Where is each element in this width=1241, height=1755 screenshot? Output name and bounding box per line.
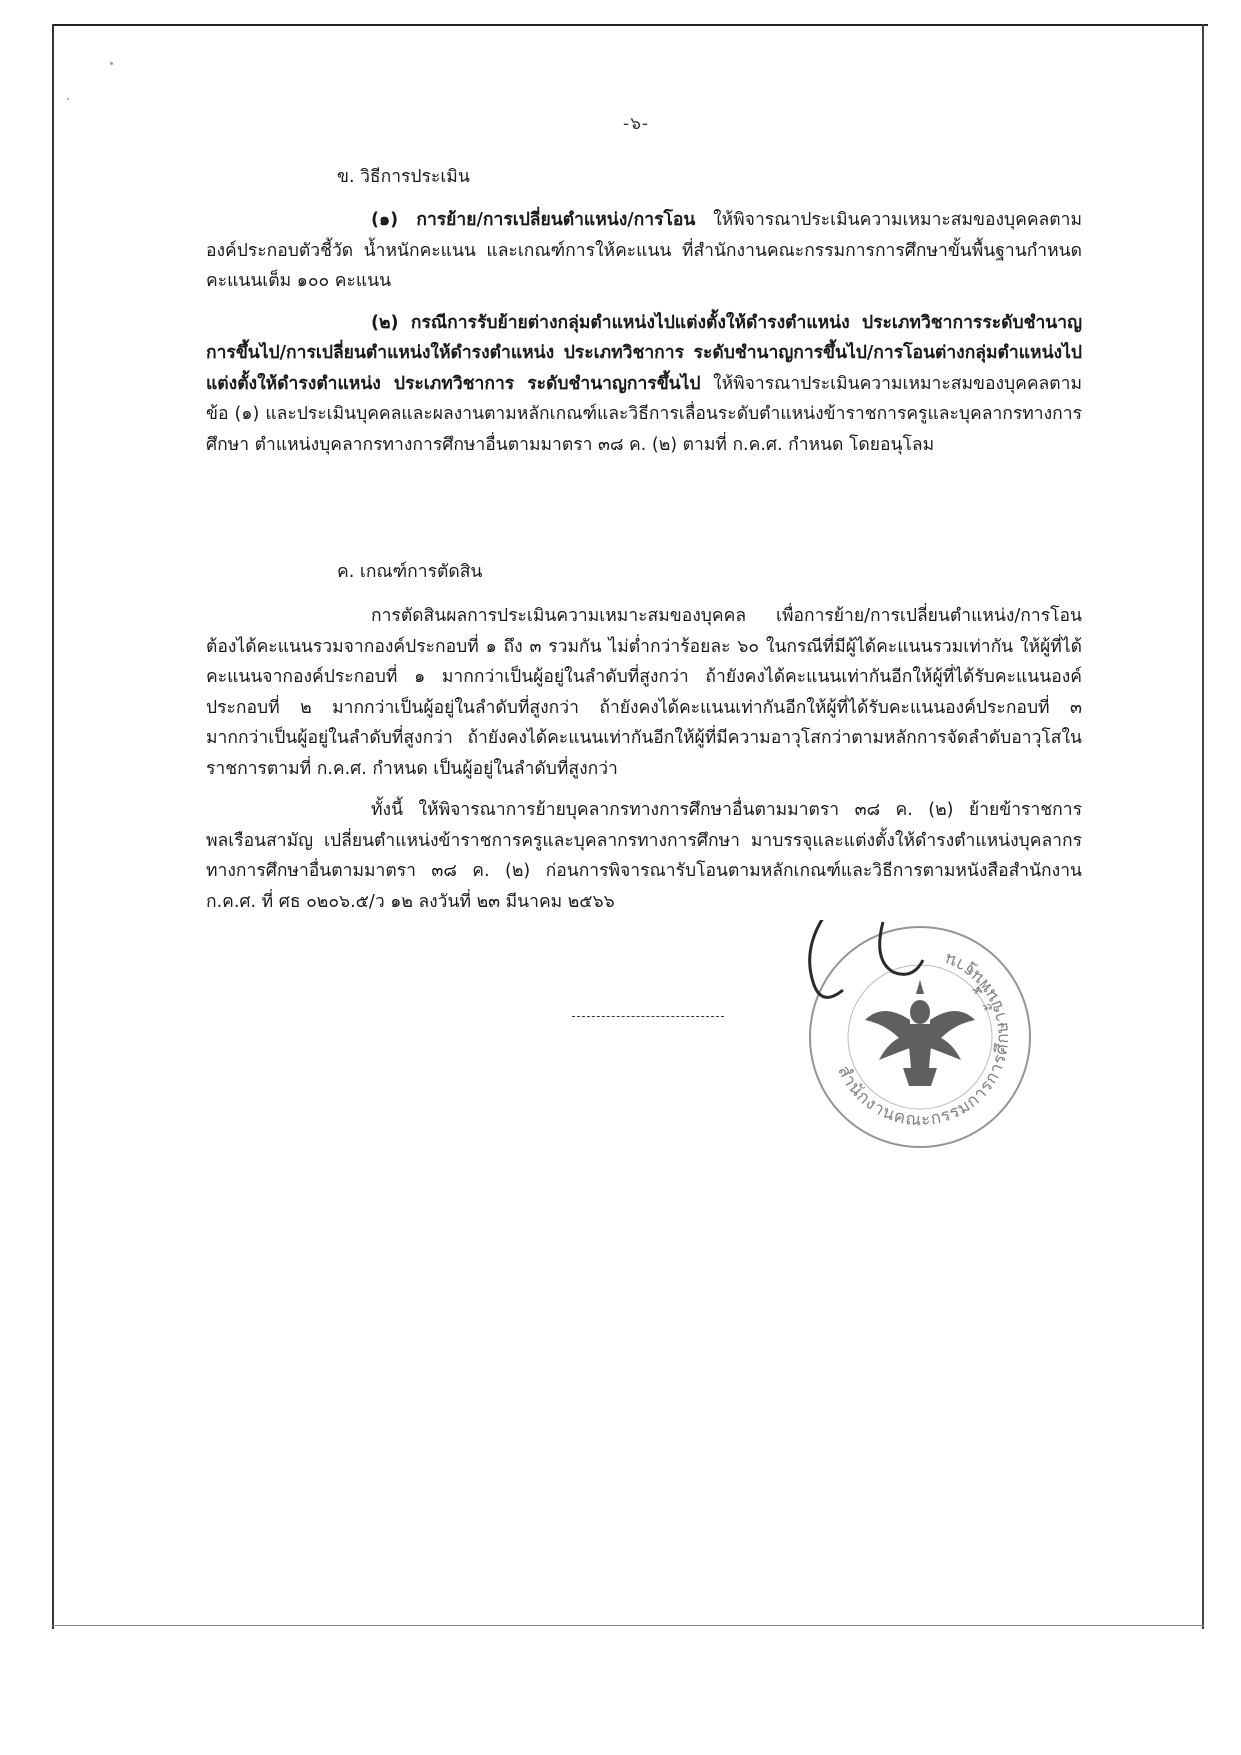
item-1-text: ให้พิจารณาประเมินความเหมาะสมของบุคคลตามองค์ประกอบตัวชี้วัด น้ำหนักคะแนน และเกณฑ์การให้คะแนน ที่สำนักงานคณะกรรมการการศึกษาขั้นพื้นฐานกำหนด คะแนนเต็ม ๑๐๐ คะแนน [206,210,1082,291]
scan-speck [67,98,69,100]
section-b-item-1 [206,205,1082,297]
scan-border-right [1202,24,1204,1629]
section-b-body [206,205,1082,460]
scan-speck [110,62,113,65]
section-b-item-2 [206,308,1082,461]
section-c-heading: ค. เกณฑ์การตัดสิน [337,562,483,582]
section-c-paragraph-1: การตัดสินผลการประเมินความเหมาะสมของบุคคล เพื่อการย้าย/การเปลี่ยนตำแหน่ง/การโอน ต้องได้คะแนนรวมจากองค์ประกอบที่ ๑ ถึง ๓ รวมกัน ไม่ต่ำกว่าร้อยละ ๖๐ ในกรณีที่มีผู้ได้คะแนนรวมเท่ากัน ให้ผู้ที่ได้คะแนนจากองค์ประกอบที่ ๑ มากกว่าเป็นผู้อยู่ในลำดับที่สูงกว่า ถ้ายังคงได้คะแนนเท่ากันอีกให้ผู้ที่ได้รับคะแนนองค์ประกอบที่ ๒ มากกว่าเป็นผู้อยู่ในลำดับที่สูงกว่า ถ้ายังคงได้คะแนนเท่ากันอีกให้ผู้ที่ได้รับคะแนนองค์ประกอบที่ ๓ มากกว่าเป็นผู้อยู่ในลำดับที่สูงกว่า ถ้ายังคงได้คะแนนเท่ากันอีกให้ผู้ที่มีความอาวุโสกว่าตามหลักการจัดลำดับอาวุโสในราชการตามที่ ก.ค.ศ. กำหนด เป็นผู้อยู่ในลำดับที่สูงกว่า [206,606,1082,779]
page-number: -๖- [623,114,650,134]
section-b-heading: ข. วิธีการประเมิน [337,167,470,187]
item-1-title: (๑) การย้าย/การเปลี่ยนตำแหน่ง/การโอน [371,210,696,230]
garuda-seal-icon [803,920,1037,1154]
scan-border-bottom [52,1625,1204,1626]
signature-stroke [810,920,843,997]
item-2-title: (๒) กรณีการรับย้ายต่างกลุ่มตำแหน่งไปแต่งตั้งให้ดำรงตำแหน่ง ประเภทวิชาการระดับชำนาญการขึ้นไป/การเปลี่ยนตำแหน่งให้ดำรงตำแหน่ง ประเภทวิชาการ ระดับชำนาญการขึ้นไป/การโอนต่างกลุ่มตำแหน่งไปแต่งตั้งให้ดำรงตำแหน่ง ประเภทวิชาการ ระดับชำนาญการขึ้นไป [206,312,1082,394]
garuda-emblem [865,980,975,1086]
scan-border-left [52,24,54,1629]
section-c-paragraph-2: ทั้งนี้ ให้พิจารณาการย้ายบุคลากรทางการศึกษาอื่นตามมาตรา ๓๘ ค. (๒) ย้ายข้าราชการพลเรือนสามัญ เปลี่ยนตำแหน่งข้าราชการครูและบุคลากรทางการศึกษา มาบรรจุและแต่งตั้งให้ดำรงตำแหน่งบุคลากรทางการศึกษาอื่นตามมาตรา ๓๘ ค. (๒) ก่อนการพิจารณารับโอนตามหลักเกณฑ์และวิธีการตามหนังสือสำนักงาน ก.ค.ศ. ที่ ศธ ๐๒๐๖.๕/ว ๑๒ ลงวันที่ ๒๓ มีนาคม ๒๕๖๖ [206,800,1082,912]
item-2-text: ให้พิจารณาประเมินความเหมาะสมของบุคคลตามข้อ (๑) และประเมินบุคคลและผลงานตามหลักเกณฑ์และวิธีการเลื่อนระดับตำแหน่งข้าราชการครูและบุคลากรทางการศึกษา ตำแหน่งบุคลากรทางการศึกษาอื่นตามมาตรา ๓๘ ค. (๒) ตามที่ ก.ค.ศ. กำหนด โดยอนุโลม [206,373,1082,455]
section-c-body [206,601,1082,917]
scan-border-top [52,24,1208,26]
signature-line [572,1016,724,1017]
official-seal [803,920,1037,1154]
signature-stroke [880,922,923,974]
seal-ring-text: สำนักงานคณะกรรมการการศึกษาขั้นพื้นฐาน [833,948,1014,1131]
